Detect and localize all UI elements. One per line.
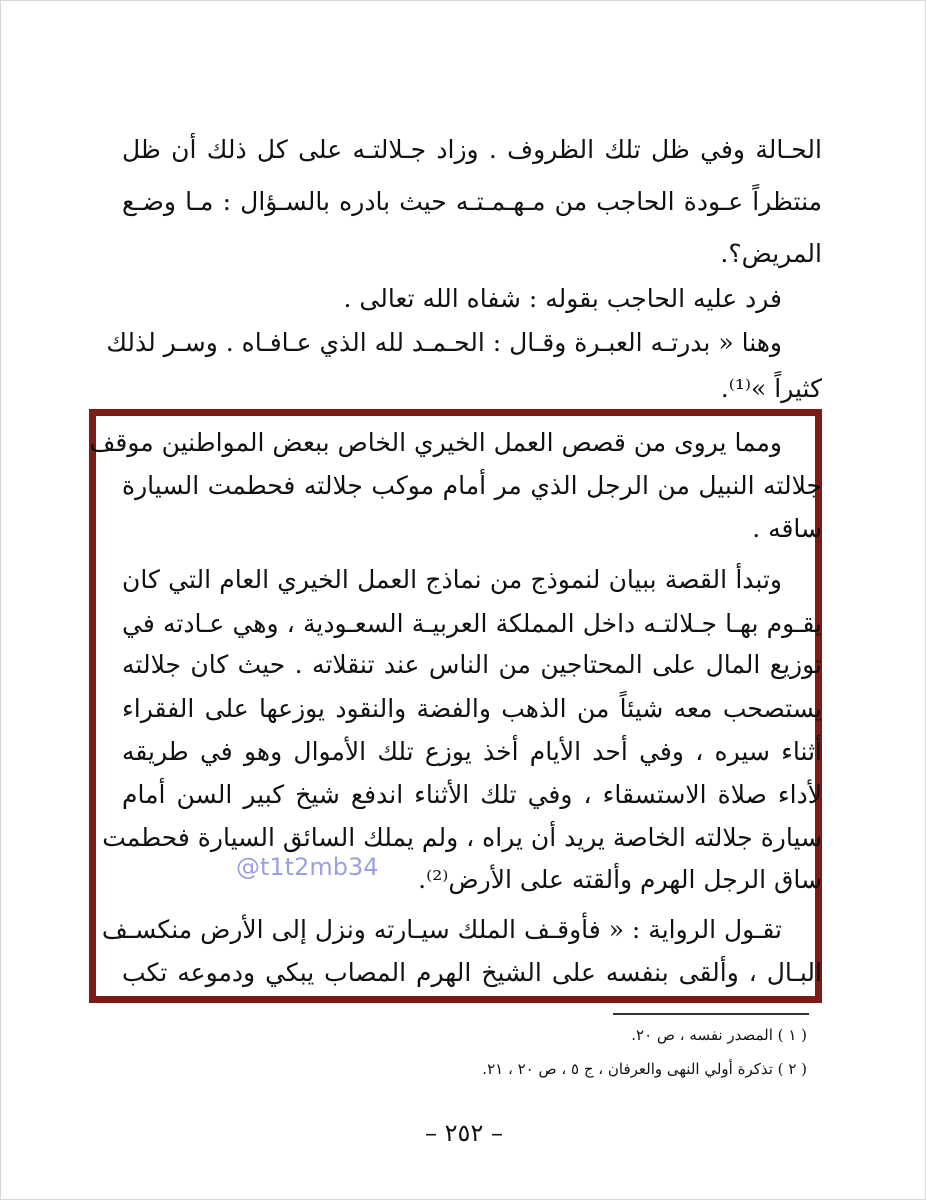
text-line: ساق الرجل الهرم وألقته على الأرض⁽²⁾. bbox=[418, 865, 822, 894]
text-line: فرد عليه الحاجب بقوله : شفاه الله تعالى . bbox=[343, 284, 782, 313]
text-line: منتظراً عـودة الحاجب من مـهـمـتـه حيث بادره بالسـؤال : مـا وضـع bbox=[122, 187, 822, 216]
text-line: تقـول الرواية : « فأوقـف الملك سيـارته ونزل إلى الأرض منكسـف bbox=[101, 915, 782, 944]
text-line: كثيراً »⁽¹⁾. bbox=[720, 374, 822, 403]
text-line: الحـالة وفي ظل تلك الظروف . وزاد جـلالتـه على كل ذلك أن ظل bbox=[122, 135, 822, 164]
text-line: المريض؟. bbox=[720, 239, 822, 268]
text-line: البـال ، وألقى بنفسه على الشيخ الهرم المصاب يبكي ودموعه تكب bbox=[122, 958, 822, 987]
text-line: وتبدأ القصة ببيان لنموذج من نماذج العمل الخيري العام التي كان bbox=[122, 565, 782, 594]
text-line: ساقه . bbox=[752, 514, 822, 543]
text-line: يقـوم بهـا جـلالتـه داخل المملكة العربيـة السعـودية ، وهي عـادته في bbox=[122, 609, 822, 638]
text-line: سيارة جلالته الخاصة يريد أن يراه ، ولم يملك السائق السيارة فحطمت bbox=[102, 823, 822, 852]
text-line: أثناء سيره ، وفي أحد الأيام أخذ يوزع تلك الأموال وهو في طريقه bbox=[122, 737, 822, 766]
text-line: لأداء صلاة الاستسقاء ، وفي تلك الأثناء اندفع شيخ كبير السن أمام bbox=[122, 780, 822, 809]
footnote-1: ( ١ ) المصدر نفسه ، ص ٢٠. bbox=[631, 1026, 807, 1044]
text-line: ومما يروى من قصص العمل الخيري الخاص ببعض المواطنين موقف bbox=[89, 428, 782, 457]
footnote-2: ( ٢ ) تذكرة أولي النهى والعرفان ، ج ٥ ، ص ٢٠ ، ٢١. bbox=[482, 1060, 807, 1078]
text-line: توزيع المال على المحتاجين من الناس عند تنقلاته . حيث كان جلالته bbox=[122, 650, 822, 679]
text-line: وهنا « بدرتـه العبـرة وقـال : الحـمـد لله الذي عـافـاه . وسـر لذلك bbox=[106, 328, 782, 357]
footnote-divider bbox=[613, 1013, 809, 1015]
text-line: جلالته النبيل من الرجل الذي مر أمام موكب جلالته فحطمت السيارة bbox=[122, 471, 822, 500]
page-number: – ٢٥٢ – bbox=[425, 1119, 503, 1147]
text-line: يستصحب معه شيئاً من الذهب والفضة والنقود يوزعها على الفقراء bbox=[122, 694, 822, 723]
watermark-handle: @t1t2mb34 bbox=[236, 853, 379, 881]
